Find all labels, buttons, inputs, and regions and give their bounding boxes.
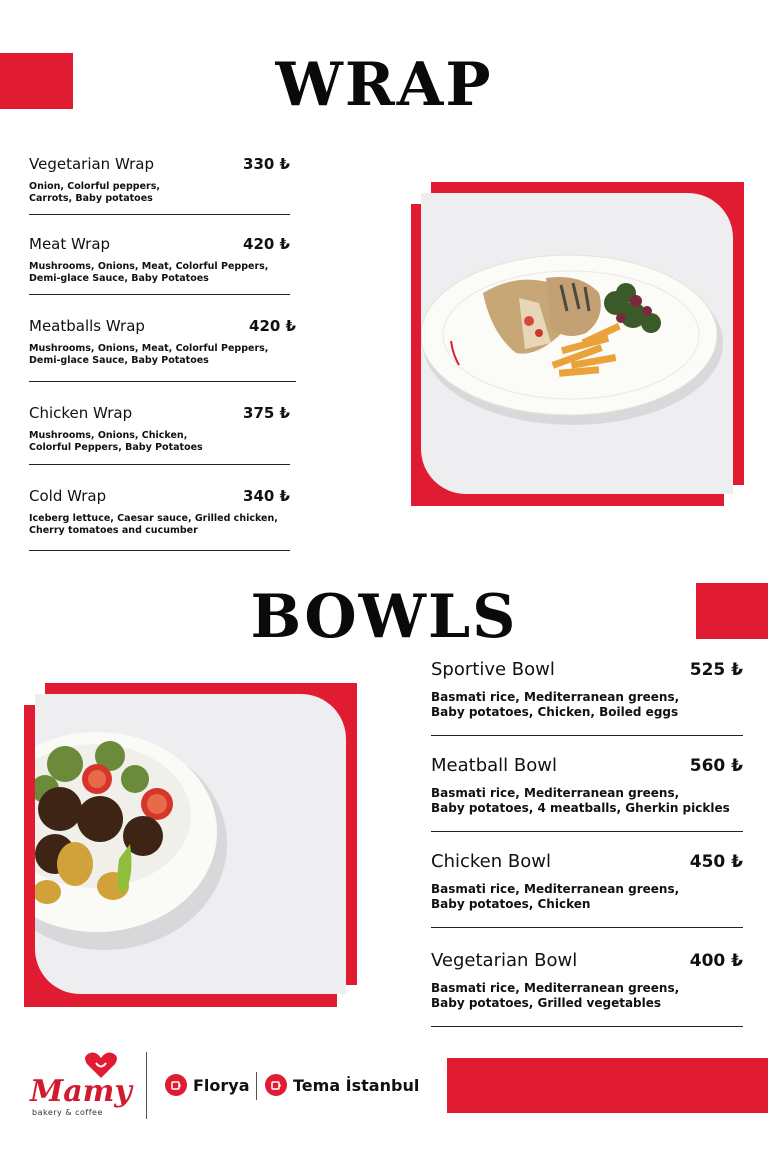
item-description: Mushrooms, Onions, Meat, Colorful Peppers, Demi-glace Sauce, Baby Potatoes (29, 343, 269, 366)
coffee-cup-icon (165, 1074, 187, 1096)
item-divider (29, 550, 290, 551)
wrap-photo (421, 193, 733, 494)
item-name: Chicken Wrap (29, 404, 133, 422)
item-divider (431, 927, 743, 928)
item-description: Basmati rice, Mediterranean greens, Baby potatoes, 4 meatballs, Gherkin pickles (431, 786, 730, 815)
item-price: 420 ₺ (249, 317, 296, 335)
item-price: 420 ₺ (243, 235, 290, 253)
item-price: 400 ₺ (689, 951, 743, 971)
item-divider (29, 464, 290, 465)
item-price: 340 ₺ (243, 487, 290, 505)
footer-separator (146, 1052, 147, 1119)
item-price: 560 ₺ (689, 756, 743, 776)
menu-item-meatball-bowl (431, 755, 743, 832)
item-divider (431, 1026, 743, 1027)
item-description: Mushrooms, Onions, Chicken, Colorful Peppers, Baby Potatoes (29, 430, 203, 453)
brand-name: Mamy (30, 1074, 132, 1109)
item-divider (29, 381, 296, 382)
item-name: Cold Wrap (29, 487, 107, 505)
item-price: 525 ₺ (689, 660, 743, 680)
item-divider (431, 735, 743, 736)
red-accent-footer-right (447, 1058, 768, 1113)
bowl-illustration (35, 694, 346, 994)
coffee-cup-icon (265, 1074, 287, 1096)
item-name: Vegetarian Bowl (431, 950, 578, 971)
section-title-bowls: BOWLS (250, 582, 518, 652)
location-tema-istanbul[interactable] (265, 1074, 419, 1096)
location-label: Tema İstanbul (293, 1075, 420, 1095)
location-label: Florya (193, 1075, 250, 1095)
item-name: Meat Wrap (29, 235, 111, 253)
item-name: Sportive Bowl (431, 659, 555, 680)
location-separator (256, 1072, 257, 1100)
bowl-photo (35, 694, 346, 994)
item-name: Chicken Bowl (431, 851, 551, 872)
item-description: Onion, Colorful peppers, Carrots, Baby potatoes (29, 181, 160, 204)
location-florya[interactable] (165, 1074, 250, 1096)
item-divider (29, 294, 290, 295)
item-description: Basmati rice, Mediterranean greens, Baby potatoes, Grilled vegetables (431, 981, 680, 1010)
menu-item-chicken-wrap (29, 404, 290, 465)
menu-item-vegetarian-wrap (29, 155, 290, 215)
section-title-wrap: WRAP (275, 50, 493, 120)
item-description: Basmati rice, Mediterranean greens, Baby potatoes, Chicken (431, 882, 680, 911)
menu-item-meatballs-wrap (29, 317, 296, 382)
menu-item-cold-wrap (29, 487, 290, 551)
item-description: Iceberg lettuce, Caesar sauce, Grilled chicken, Cherry tomatoes and cucumber (29, 513, 278, 536)
item-price: 450 ₺ (689, 852, 743, 872)
wrap-plate-illustration (421, 193, 733, 494)
item-name: Meatballs Wrap (29, 317, 145, 335)
item-divider (29, 214, 290, 215)
item-divider (431, 831, 743, 832)
item-name: Meatball Bowl (431, 755, 557, 776)
menu-item-meat-wrap (29, 235, 290, 295)
menu-item-vegetarian-bowl (431, 950, 743, 1027)
brand-tagline: bakery & coffee (32, 1108, 103, 1117)
item-price: 330 ₺ (243, 155, 290, 173)
item-description: Basmati rice, Mediterranean greens, Baby potatoes, Chicken, Boiled eggs (431, 690, 680, 719)
item-description: Mushrooms, Onions, Meat, Colorful Peppers, Demi-glace Sauce, Baby Potatoes (29, 261, 269, 284)
menu-item-sportive-bowl (431, 659, 743, 736)
brand-logo (28, 1050, 133, 1122)
menu-item-chicken-bowl (431, 851, 743, 928)
item-price: 375 ₺ (243, 404, 290, 422)
item-name: Vegetarian Wrap (29, 155, 154, 173)
